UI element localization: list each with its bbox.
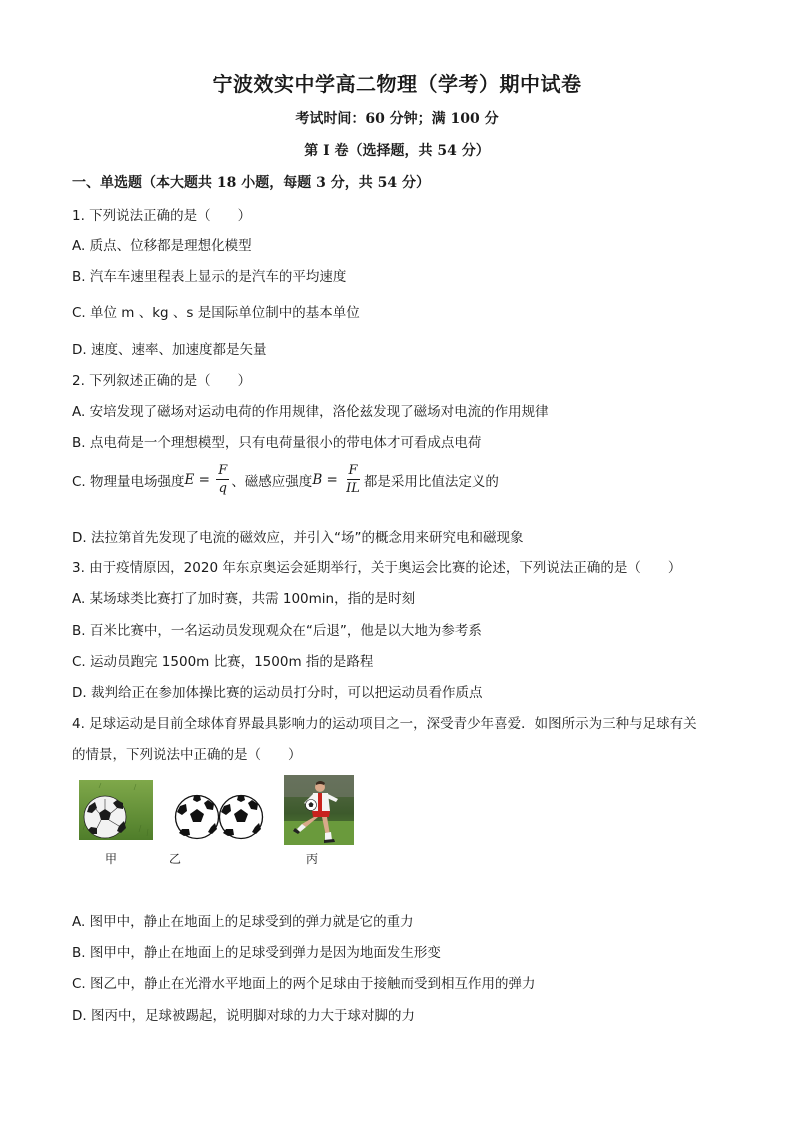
figure-yi-label: 乙 bbox=[168, 852, 181, 866]
q4-stem-line2: 的情景，下列说法中正确的是（ ） bbox=[72, 747, 302, 763]
figure-bing-label: 丙 bbox=[305, 852, 318, 866]
formula-e-numerator: F bbox=[218, 463, 228, 478]
volume-title: 第 I 卷（选择题，共 54 分） bbox=[304, 143, 490, 159]
q3-option-c: C. 运动员跑完 1500m 比赛，1500m 指的是路程 bbox=[72, 654, 374, 670]
q2-option-a: A. 安培发现了磁场对运动电荷的作用规律，洛伦兹发现了磁场对电流的作用规律 bbox=[72, 404, 549, 420]
q1-option-a: A. 质点、位移都是理想化模型 bbox=[72, 238, 252, 254]
q2-c-prefix: C. 物理量电场强度 bbox=[72, 473, 185, 490]
formula-b-numerator: F bbox=[348, 463, 358, 478]
formula-e-lhs: E bbox=[184, 471, 195, 488]
q4-stem-line1: 4. 足球运动是目前全球体育界最具影响力的运动项目之一，深受青少年喜爱．如图所示为三种与足球有关 bbox=[72, 716, 697, 732]
q1-option-d: D. 速度、速率、加速度都是矢量 bbox=[72, 342, 267, 358]
q2-option-d: D. 法拉第首先发现了电流的磁效应，并引入“场”的概念用来研究电和磁现象 bbox=[72, 530, 524, 546]
q4-option-a: A. 图甲中，静止在地面上的足球受到的弹力就是它的重力 bbox=[72, 914, 414, 930]
section-title: 一、单选题（本大题共 18 小题，每题 3 分，共 54 分） bbox=[72, 175, 430, 191]
q3-option-b: B. 百米比赛中，一名运动员发现观众在“后退”，他是以大地为参考系 bbox=[72, 623, 482, 639]
q4-option-c: C. 图乙中，静止在光滑水平地面上的两个足球由于接触而受到相互作用的弹力 bbox=[72, 976, 536, 992]
q4-option-d: D. 图丙中，足球被踢起，说明脚对球的力大于球对脚的力 bbox=[72, 1008, 415, 1024]
formula-b-fraction bbox=[344, 464, 362, 495]
q2-stem: 2. 下列叙述正确的是（ ） bbox=[72, 373, 252, 389]
q2-c-mid: 、磁感应强度 bbox=[231, 473, 313, 490]
soccer-ball-right bbox=[220, 796, 263, 839]
soccer-ball-left bbox=[176, 796, 219, 839]
figure-jia-label: 甲 bbox=[104, 852, 117, 866]
q1-option-c: C. 单位 m 、kg 、s 是国际单位制中的基本单位 bbox=[72, 305, 360, 321]
exam-title: 宁波效实中学高二物理（学考）期中试卷 bbox=[212, 72, 582, 96]
figure-yi-two-balls bbox=[174, 794, 266, 840]
q2-c-suffix: 都是采用比值法定义的 bbox=[363, 473, 499, 490]
formula-e-fraction bbox=[216, 464, 229, 495]
figure-bing-player-kicking bbox=[284, 775, 354, 845]
q3-option-d: D. 裁判给正在参加体操比赛的运动员打分时，可以把运动员看作质点 bbox=[72, 685, 483, 701]
q4-option-b: B. 图甲中，静止在地面上的足球受到弹力是因为地面发生形变 bbox=[72, 945, 441, 961]
exam-info: 考试时间：60 分钟；满 100 分 bbox=[295, 111, 499, 127]
q2-option-c: C. 物理量电场强度 E = $\frac{F}{q}$ 、磁感应强度 B = $\frac{F}{IL}$ 都是采用比值法定义的 bbox=[72, 463, 499, 496]
formula-b-denominator: IL bbox=[346, 481, 360, 496]
q3-option-a: A. 某场球类比赛打了加时赛，共需 100min，指的是时刻 bbox=[72, 591, 416, 607]
formula-e-denominator: q bbox=[218, 481, 227, 496]
q1-stem: 1. 下列说法正确的是（ ） bbox=[72, 208, 252, 224]
figure-jia-ball-on-grass bbox=[79, 780, 153, 840]
q3-stem: 3. 由于疫情原因，2020 年东京奥运会延期举行，关于奥运会比赛的论述，下列说法正确的是（ ） bbox=[72, 560, 682, 576]
q1-option-b: B. 汽车车速里程表上显示的是汽车的平均速度 bbox=[72, 269, 347, 285]
q2-option-b: B. 点电荷是一个理想模型，只有电荷量很小的带电体才可看成点电荷 bbox=[72, 435, 482, 451]
formula-b-lhs: B bbox=[312, 471, 323, 488]
